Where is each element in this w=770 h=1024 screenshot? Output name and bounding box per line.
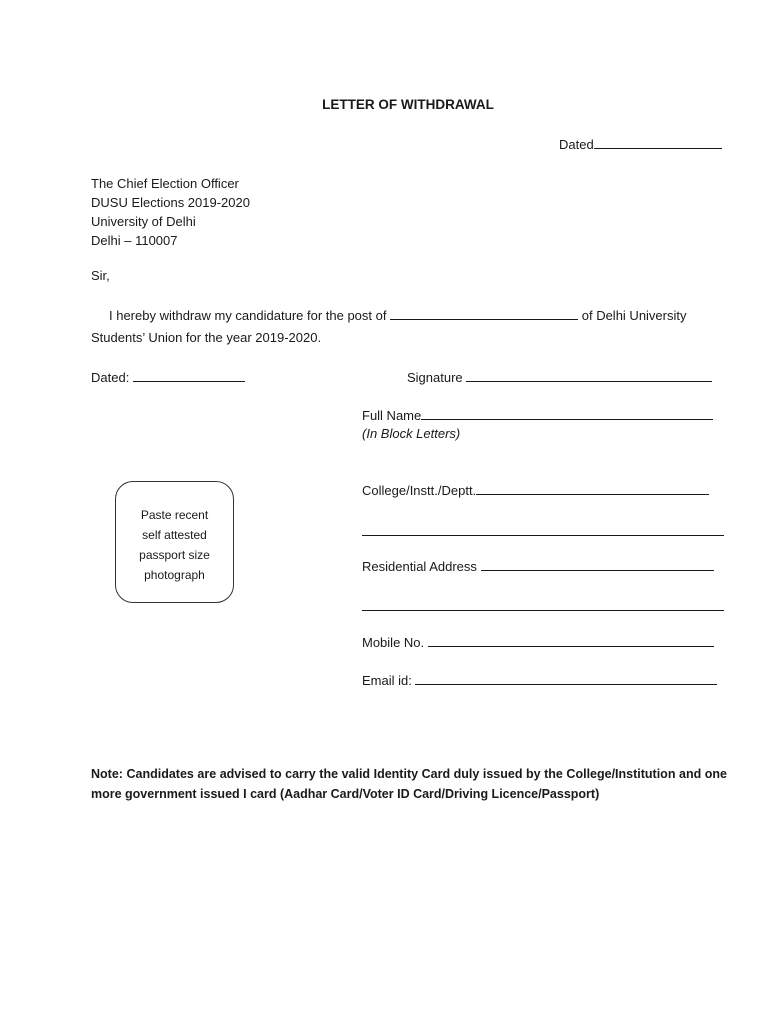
college-field-line-2[interactable] xyxy=(362,535,724,536)
address-line-2: DUSU Elections 2019-2020 xyxy=(91,195,250,210)
photo-text-3: passport size xyxy=(139,548,210,562)
body-part-1: I hereby withdraw my candidature for the post of xyxy=(109,308,387,323)
photo-text-2: self attested xyxy=(142,528,207,542)
photograph-placeholder xyxy=(115,481,234,603)
full-name-field[interactable] xyxy=(421,407,713,420)
full-name-row xyxy=(362,407,713,423)
photo-text-4: photograph xyxy=(144,568,205,582)
note-text: Note: Candidates are advised to carry the valid Identity Card duly issued by the College/Institution and one more government issued I card (Aadhar Card/Voter ID Card/Driving Licence/Passport) xyxy=(91,767,727,801)
body-part-2: of Delhi University xyxy=(581,308,687,323)
dated-top-row xyxy=(559,136,722,152)
email-label: Email id: xyxy=(362,673,412,688)
page-title: LETTER OF WITHDRAWAL xyxy=(322,97,494,112)
dated-field[interactable] xyxy=(133,369,245,382)
block-letters-note: (In Block Letters) xyxy=(362,426,461,441)
signature-row xyxy=(407,369,712,385)
email-field[interactable] xyxy=(415,672,717,685)
residential-address-line-2[interactable] xyxy=(362,610,724,611)
college-row xyxy=(362,482,709,498)
address-line-1: The Chief Election Officer xyxy=(91,176,239,191)
email-row xyxy=(362,672,717,688)
dated-row xyxy=(91,369,245,385)
signature-field[interactable] xyxy=(466,369,712,382)
mobile-field[interactable] xyxy=(428,634,714,647)
withdrawal-paragraph xyxy=(91,305,727,349)
address-line-4: Delhi – 110007 xyxy=(91,233,178,248)
dated-top-field[interactable] xyxy=(594,136,722,149)
post-field[interactable] xyxy=(390,307,578,320)
full-name-label: Full Name xyxy=(362,408,422,423)
body-part-3: Students’ Union for the year 2019-2020. xyxy=(91,330,322,345)
photo-text-1: Paste recent xyxy=(140,508,209,522)
residential-address-field[interactable] xyxy=(481,558,714,571)
college-label: College/Instt./Deptt. xyxy=(362,483,477,498)
dated-top-label: Dated xyxy=(559,137,594,152)
residential-address-label: Residential Address xyxy=(362,559,477,574)
residential-address-row xyxy=(362,558,714,574)
college-field[interactable] xyxy=(476,482,709,495)
dated-label: Dated: xyxy=(91,370,130,385)
signature-label: Signature xyxy=(407,370,463,385)
mobile-row xyxy=(362,634,714,650)
recipient-address xyxy=(91,174,250,250)
mobile-label: Mobile No. xyxy=(362,635,425,650)
salutation: Sir, xyxy=(91,268,110,283)
address-line-3: University of Delhi xyxy=(91,214,196,229)
